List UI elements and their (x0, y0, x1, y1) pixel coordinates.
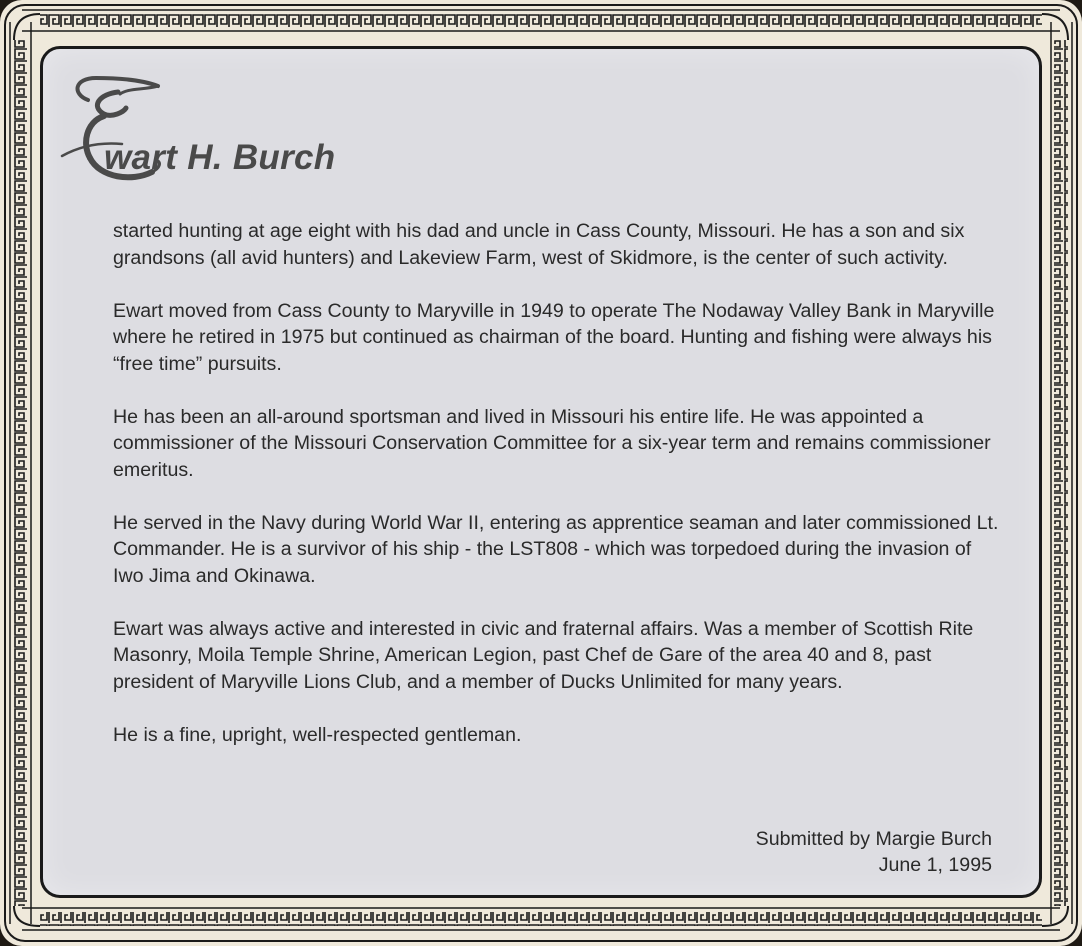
paragraph-sportsman: He has been an all-around sportsman and lived in Missouri his entire life. He was appointed a commissioner of the Missouri Conservation Committee for a six-year term and remains commissioner emeritus. (113, 405, 991, 481)
submitted-by: Submitted by Margie Burch (755, 828, 992, 850)
submitted-date: June 1, 1995 (878, 854, 992, 876)
body-text (113, 218, 1003, 775)
paragraph-hunting: started hunting at age eight with his dad and uncle in Cass County, Missouri. He has a son and six grandsons (all avid hunters) and Lakeview Farm, west of Skidmore, is the center of such activity. (113, 220, 965, 269)
paragraph-civic: Ewart was always active and interested in civic and fraternal affairs. Was a member of Scottish Rite Masonry, Moila Temple Shrine, American Legion, past Chef de Gare of the area 40 and 8, past president of Maryville Lions Club, and a member of Ducks Unlimited for many years. (113, 617, 974, 693)
paragraph-closing: He is a fine, upright, well-respected gentleman. (113, 723, 522, 746)
title-name: wart H. Burch (104, 138, 336, 177)
paragraph-navy: He served in the Navy during World War II, entering as apprentice seaman and later commissioned Lt. Commander. He is a survivor of his ship - the LST808 - which was torpedoed during the invasion of Iwo Jima and Okinawa. (113, 511, 999, 587)
paragraph-banking: Ewart moved from Cass County to Maryville in 1949 to operate The Nodaway Valley Bank in Maryville where he retired in 1975 but continued as chairman of the board. Hunting and fishing were always his “free time” pursuits. (113, 299, 995, 375)
signoff (756, 826, 992, 878)
